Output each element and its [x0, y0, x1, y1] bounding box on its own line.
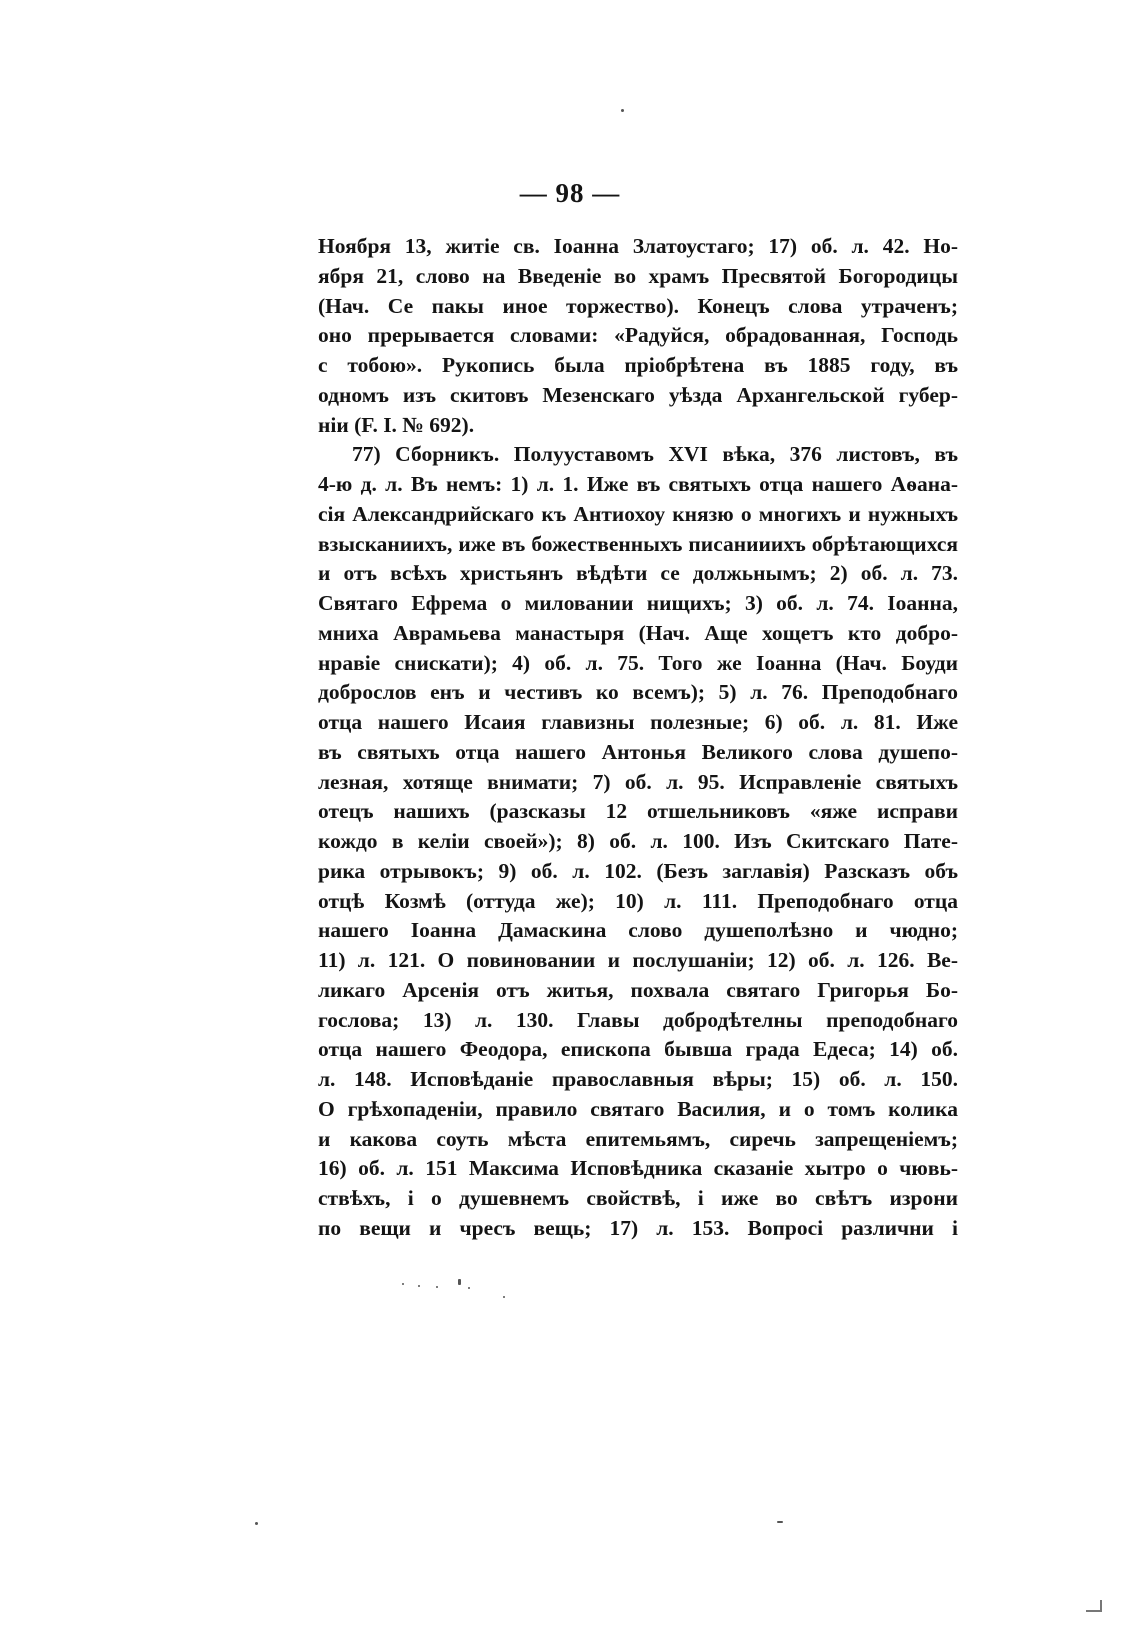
text-line: с тобою». Рукопись была пріобрѣтена въ 1885 году, въ [318, 353, 958, 377]
body-text [318, 232, 958, 1244]
page-number: — 98 — [519, 178, 621, 208]
text-line: 16) об. л. 151 Максима Исповѣдника сказаніе хытро о чювь- [318, 1156, 958, 1181]
text-line: мниха Аврамьева манастыря (Нач. Аще хощетъ кто добро- [318, 620, 958, 645]
text-line: и какова соуть мѣста епитемьямъ, сиречь запрещеніемъ; [318, 1126, 958, 1151]
text-line: сія Александрийскаго къ Антиохоу князю о многихъ и нужныхъ [318, 501, 958, 526]
text-line: О грѣхопаденіи, правило святаго Василия, и о томъ колика [318, 1096, 958, 1121]
text-line: 4-ю д. л. Въ немъ: 1) л. 1. Иже въ святыхъ отца нашего Аѳана- [318, 472, 958, 496]
text-line: гослова; 13) л. 130. Главы добродѣтелны преподобнаго [318, 1007, 958, 1032]
text-line: Святаго Ефрема о миловании нищихъ; 3) об. л. 74. Іоанна, [318, 591, 958, 615]
text-line: 77) Сборникъ. Полууставомъ XVI вѣка, 376 листовъ, въ [352, 442, 958, 467]
text-line: нравіе снискати); 4) об. л. 75. Того же Іоанна (Нач. Боуди [318, 650, 958, 675]
text-line: отца нашего Исаия главизны полезные; 6) об. л. 81. Иже [318, 710, 958, 734]
text-line: лезная, хотяще внимати; 7) об. л. 95. Исправленіе святыхъ [318, 769, 958, 794]
text-line: рика отрывокъ; 9) об. л. 102. (Безъ заглавія) Разсказъ объ [318, 858, 958, 883]
scan-corner-mark [1086, 1600, 1102, 1612]
scan-speck [418, 1285, 420, 1287]
text-line: л. 148. Исповѣданіе православныя вѣры; 15) об. л. 150. [318, 1067, 958, 1091]
text-line: доброслов енъ и честивъ ко всемъ); 5) л. 76. Преподобнаго [318, 680, 958, 705]
scan-speck [402, 1283, 404, 1285]
text-line: оно прерывается словами: «Радуйся, обрадованная, Господь [318, 323, 958, 348]
scan-speck [621, 109, 624, 112]
scan-speck [458, 1279, 461, 1285]
text-line: отецъ нашихъ (разсказы 12 отшельниковъ «яже исправи [318, 799, 958, 824]
scan-speck [468, 1287, 470, 1289]
text-line: (Нач. Се пакы иное торжество). Конецъ слова утраченъ; [318, 293, 958, 318]
text-line: отца нашего Феодора, епископа бывша града Едеса; 14) об. [318, 1037, 958, 1062]
text-line: взысканиихъ, иже въ божественныхъ писанииихъ обрѣтающихся [318, 531, 958, 556]
text-line: ября 21, слово на Введеніе во храмъ Пресвятой Богородицы [318, 263, 958, 288]
paragraph-1 [318, 232, 958, 440]
text-line: въ святыхъ отца нашего Антонья Великого слова душепо- [318, 739, 958, 764]
text-line: отцѣ Козмѣ (оттуда же); 10) л. 111. Преподобнаго отца [318, 888, 958, 913]
text-line: ликаго Арсенія отъ житья, похвала святаго Григорья Бо- [318, 977, 958, 1002]
scan-speck [777, 1521, 783, 1523]
text-line: и отъ всѣхъ христьянъ вѣдѣти се должьнымъ; 2) об. л. 73. [318, 561, 958, 586]
text-line: нашего Іоанна Дамаскина слово душеполѣзно и чюдно; [318, 918, 958, 943]
scan-speck [436, 1286, 438, 1288]
scan-speck [503, 1296, 505, 1298]
text-line: одномъ изъ скитовъ Мезенскаго уѣзда Архангельской губер- [318, 382, 958, 407]
scan-speck [255, 1522, 258, 1525]
text-line: кождо в келіи своей»); 8) об. л. 100. Изъ Скитскаго Пате- [318, 829, 958, 853]
text-line: ніи (F. I. № 692). [318, 412, 475, 437]
text-line: по вещи и чресъ вещь; 17) л. 153. Вопросі различни і [318, 1215, 958, 1240]
paragraph-2 [318, 440, 958, 1243]
text-line: ствѣхъ, і о душевнемъ свойствѣ, і иже во свѣтъ изрони [318, 1186, 958, 1210]
text-line: 11) л. 121. О повиновании и послушаніи; 12) об. л. 126. Ве- [318, 948, 958, 972]
text-line: Ноября 13, житіе св. Іоанна Златоустаго; 17) об. л. 42. Но- [318, 234, 958, 258]
